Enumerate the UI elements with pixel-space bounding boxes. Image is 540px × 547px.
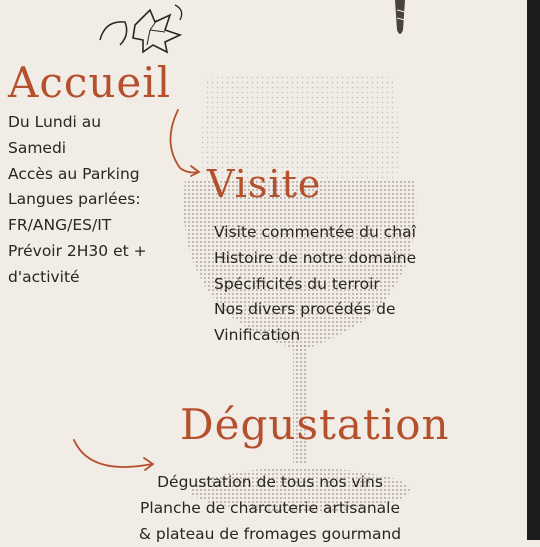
degustation-list <box>0 470 540 547</box>
right-edge-strip <box>527 0 540 540</box>
corkscrew-icon <box>385 0 415 40</box>
curved-arrow-icon <box>160 108 210 178</box>
accueil-heading: Accueil <box>8 58 172 107</box>
visite-line: Histoire de notre domaine <box>214 248 417 267</box>
accueil-line: d'activité <box>8 267 80 286</box>
accueil-line: FR/ANG/ES/IT <box>8 216 112 235</box>
visite-line: Vinification <box>214 326 301 345</box>
degustation-heading: Dégustation <box>180 400 450 449</box>
visite-line: Nos divers procédés de <box>214 300 396 319</box>
accueil-line: Accès au Parking <box>8 164 140 183</box>
accueil-line: Du Lundi au <box>8 113 102 131</box>
accueil-list <box>8 110 147 291</box>
visite-list <box>214 220 416 349</box>
accueil-line: Langues parlées: <box>8 190 141 209</box>
grape-leaf-icon <box>95 0 205 55</box>
accueil-line: Prévoir 2H30 et + <box>8 241 147 260</box>
accueil-line: Samedi <box>8 138 67 157</box>
degustation-line: & plateau de fromages gourmand <box>138 524 402 543</box>
visite-heading: Visite <box>207 162 322 206</box>
degustation-line: Dégustation de tous nos vins <box>157 473 383 491</box>
visite-line: Visite commentée du chaî <box>214 223 416 241</box>
degustation-line: Planche de charcuterie artisanale <box>139 498 401 517</box>
visite-line: Spécificités du terroir <box>214 274 380 293</box>
